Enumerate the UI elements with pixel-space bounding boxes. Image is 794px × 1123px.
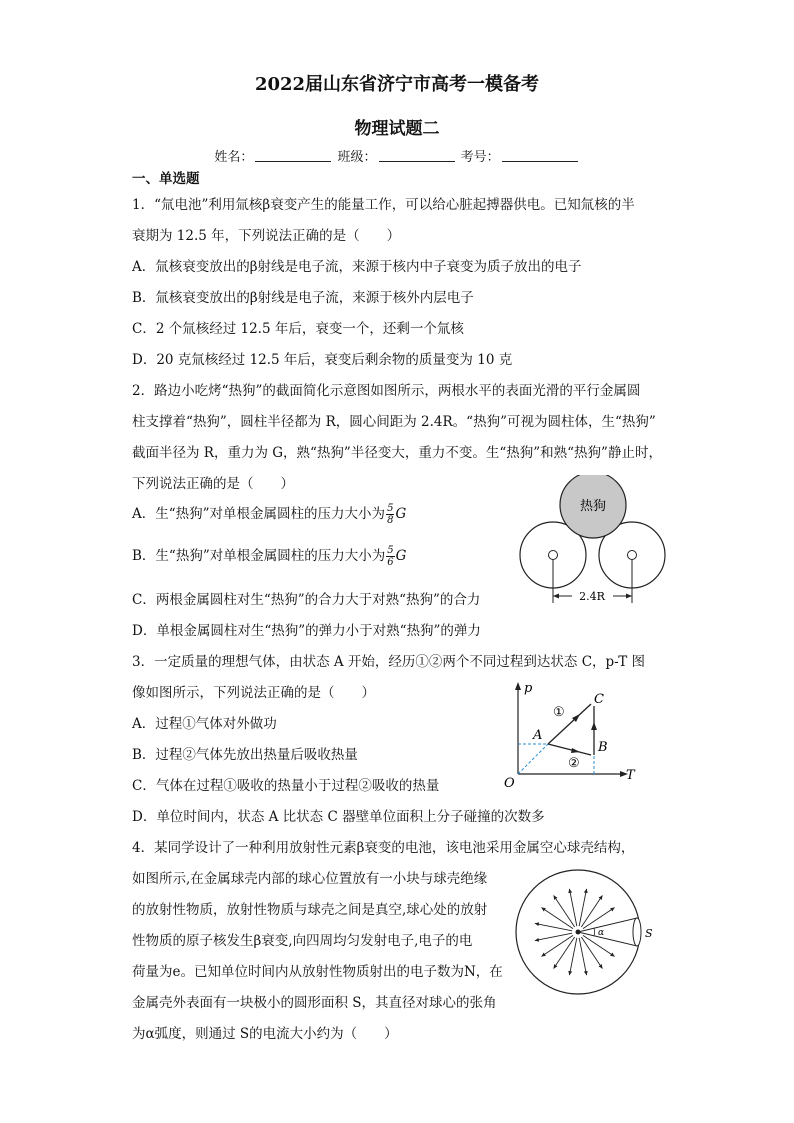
q1-option-b: B．氚核衰变放出的β射线是电子流，来源于核外内层电子	[132, 290, 474, 306]
fraction-denominator: 6	[387, 557, 394, 568]
alpha-label: α	[598, 928, 605, 938]
hotdog-figure	[510, 475, 670, 610]
area-s	[633, 918, 641, 946]
q1-stem-line1: 1．“氚电池”利用氚核β衰变产生的能量工作，可以给心脏起搏器供电。已知氚核的半	[132, 197, 635, 213]
left-center	[549, 551, 558, 560]
dim-arrowhead-right	[626, 594, 632, 599]
q4-stem-line5: 荷量为e。已知单位时间内从放射性物质射出的电子数为N，在	[132, 964, 503, 980]
right-center	[628, 551, 637, 560]
page-title: 2022届山东省济宁市高考一模备考	[254, 74, 540, 95]
s-label: S	[645, 927, 653, 940]
state-b-label: B	[598, 740, 608, 755]
q2-option-d: D．单根金属圆柱对生“热狗”的弹力小于对熟“热狗”的弹力	[132, 623, 481, 639]
q2-stem-line3: 截面半径为 R，重力为 G，熟“热狗”半径变大，重力不变。生“热狗”和熟“热狗”静止时，	[132, 445, 662, 461]
q2-option-c: C．两根金属圆柱对生“热狗”的合力大于对熟“热狗”的合力	[132, 592, 481, 608]
t-axis-label: T	[626, 768, 635, 783]
q1-option-d: D．20 克氚核经过 12.5 年后，衰变后剩余物的质量变为 10 克	[132, 352, 513, 368]
q3-option-d: D．单位时间内，状态 A 比状态 C 器壁单位面积上分子碰撞的次数多	[132, 809, 545, 825]
process-2a-line	[548, 744, 591, 755]
p-axis-label: p	[524, 681, 533, 696]
origin-label: O	[504, 776, 515, 791]
weight-symbol: G	[395, 506, 407, 522]
exam-no-field[interactable]	[502, 149, 578, 162]
q2-stem-line2: 柱支撑着“热狗”，圆柱半径都为 R，圆心间距为 2.4R。“热狗”可视为圆柱体，生“热狗”	[132, 414, 656, 430]
dashed-origin-line	[518, 744, 548, 774]
fraction	[386, 503, 394, 526]
class-field[interactable]	[379, 149, 455, 162]
class-label: 班级：	[337, 150, 377, 165]
process-2-label: ②	[568, 756, 580, 771]
weight-symbol: G	[395, 548, 407, 564]
q1-stem-line2: 衰期为 12.5 年，下列说法正确的是（ ）	[132, 228, 401, 244]
q2-option-b-text: B．生“热狗”对单根金属圆柱的压力大小为	[132, 548, 386, 564]
q3-option-a: A．过程①气体对外做功	[132, 716, 277, 732]
q4-stem-line1: 4．某同学设计了一种利用放射性元素β衰变的电池，该电池采用金属空心球壳结构，	[132, 840, 635, 856]
q4-stem-line7: 为α弧度，则通过 S的电流大小约为（ ）	[132, 1026, 398, 1042]
q3-option-c: C．气体在过程①吸收的热量小于过程②吸收的热量	[132, 778, 440, 794]
pt-diagram	[498, 676, 648, 794]
process-1-label: ①	[553, 705, 565, 720]
page-subtitle: 物理试题二	[354, 119, 440, 139]
q2-option-a-text: A．生“热狗”对单根金属圆柱的压力大小为	[132, 506, 386, 522]
p-axis-arrowhead	[515, 682, 521, 690]
section-title: 一、单选题	[132, 171, 200, 187]
fraction-numerator: 5	[387, 545, 394, 556]
q4-stem-line6: 金属壳外表面有一块极小的圆形面积 S，其直径对球心的张角	[132, 995, 497, 1011]
q4-stem-line3: 的放射性物质，放射性物质与球壳之间是真空,球心处的放射	[132, 902, 488, 918]
state-c-label: C	[594, 692, 604, 707]
q1-option-c: C．2 个氚核经过 12.5 年后，衰变一个，还剩一个氚核	[132, 321, 464, 337]
fraction	[386, 545, 394, 568]
q3-stem-line2: 像如图所示，下列说法正确的是（ ）	[132, 685, 375, 701]
student-info-row	[0, 146, 794, 165]
hotdog-label: 热狗	[579, 499, 607, 514]
name-label: 姓名：	[214, 150, 254, 165]
q2-option-a	[132, 502, 406, 526]
q4-stem-line4: 性物质的原子核发生β衰变,向四周均匀发射电子,电子的电	[132, 933, 473, 949]
q2-option-b	[132, 544, 406, 568]
state-a-label: A	[533, 728, 543, 743]
q2-stem-line1: 2．路边小吃烤“热狗”的截面简化示意图如图所示，两根水平的表面光滑的平行金属圆	[132, 383, 641, 399]
dimension-label: 2.4R	[579, 590, 605, 603]
q3-option-b: B．过程②气体先放出热量后吸收热量	[132, 747, 358, 763]
dim-arrowhead-left	[553, 594, 559, 599]
q1-option-a: A．氚核衰变放出的β射线是电子流，来源于核内中子衰变为质子放出的电子	[132, 259, 582, 275]
fraction-denominator: 8	[387, 515, 394, 526]
q3-stem-line1: 3．一定质量的理想气体，由状态 A 开始，经历①②两个不同过程到达状态 C，p-T 图	[132, 654, 646, 670]
fraction-numerator: 5	[387, 503, 394, 514]
exam-no-label: 考号：	[460, 150, 500, 165]
process-2b-arrowhead	[591, 722, 597, 730]
q2-stem-line4: 下列说法正确的是（ ）	[132, 476, 294, 492]
q4-stem-line2: 如图所示,在金属球壳内部的球心位置放有一小块与球壳绝缘	[132, 871, 488, 887]
name-field[interactable]	[255, 149, 331, 162]
sphere-figure	[512, 862, 662, 1004]
